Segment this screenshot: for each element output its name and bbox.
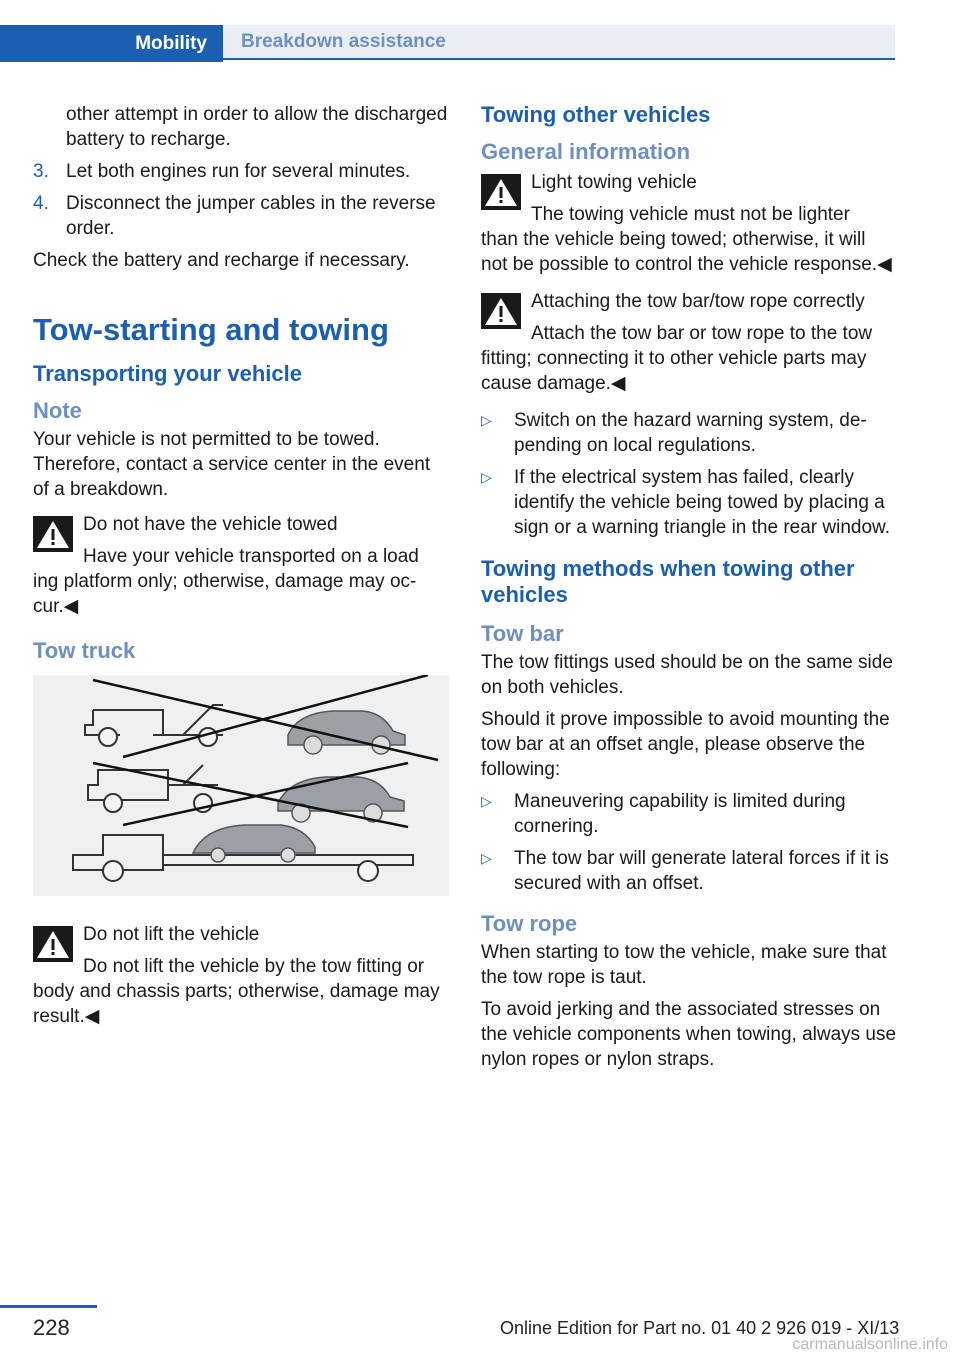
tow-bar-text-2: Should it prove impossible to avoid mounting the tow bar at an offset angle, please observe the following: [481, 709, 890, 780]
list-item [481, 465, 897, 540]
warning-text: fitting; connecting it to other vehicle parts may cause damage.◀ [481, 348, 867, 394]
heading-tow-truck: Tow truck [33, 638, 136, 663]
step-text: Disconnect the jumper cables in the reverse order. [66, 193, 436, 239]
warning-title: Do not lift the vehicle [83, 924, 260, 945]
left-column [33, 102, 449, 1041]
heading-tow-rope: Tow rope [481, 911, 578, 936]
tow-rope-text-1: When starting to tow the vehicle, make sure that the tow rope is taut. [481, 942, 887, 988]
warning-text: ing platform only; otherwise, damage may occur.◀ [33, 571, 417, 617]
tow-truck-illustration [33, 675, 449, 896]
heading-towing-other-vehicles: Towing other vehicles [481, 102, 711, 127]
warning-triangle-icon [33, 926, 73, 962]
list-item [481, 408, 897, 458]
tow-rope-text-2: To avoid jerking and the associated stresses on the vehicle components when towing, always use nylon ropes or nylon straps. [481, 999, 897, 1070]
triangle-right-icon: ▷ [481, 469, 492, 485]
heading-note: Note [33, 398, 82, 423]
warning-block-attach-tow-bar [481, 289, 897, 396]
warning-triangle-icon [481, 293, 521, 329]
warning-text: body and chassis parts; otherwise, damage may result.◀ [33, 981, 440, 1027]
tab-breakdown-assistance[interactable]: Breakdown assistance [223, 25, 895, 60]
triangle-right-icon: ▷ [481, 850, 492, 866]
warning-text-line: Have your vehicle transported on a load [83, 546, 419, 567]
list-item [481, 789, 897, 839]
heading-general-information: General information [481, 139, 691, 164]
triangle-right-icon: ▷ [481, 412, 492, 428]
bullet-text: The tow bar will generate lateral forces if it is secured with an offset. [514, 848, 889, 894]
triangle-right-icon: ▷ [481, 793, 492, 809]
step-number: 3. [33, 161, 49, 182]
warning-title: Light towing vehicle [531, 172, 697, 193]
bullet-text: Maneuvering capability is limited during cornering. [514, 791, 846, 837]
tab-mobility[interactable]: Mobility [0, 25, 223, 62]
warning-title: Attaching the tow bar/tow rope correctly [531, 291, 865, 312]
check-battery-text: Check the battery and recharge if necessary. [33, 250, 410, 271]
list-item-step-4 [33, 191, 449, 241]
heading-transporting-vehicle: Transporting your vehicle [33, 361, 302, 386]
right-column [481, 102, 897, 1079]
page-header [0, 25, 895, 62]
warning-text-line: The towing vehicle must not be lighter [531, 204, 850, 225]
continued-step-text: other attempt in order to allow the discharged battery to recharge. [66, 104, 448, 150]
page-number: 228 [33, 1315, 70, 1340]
list-item-step-3 [33, 159, 449, 184]
warning-triangle-icon [33, 516, 73, 552]
warning-text-line: Attach the tow bar or tow rope to the tow [531, 323, 873, 344]
step-number: 4. [33, 193, 49, 214]
tow-bar-text-1: The tow fittings used should be on the same side on both vehicles. [481, 652, 893, 698]
bullet-text: If the electrical system has failed, clearly identify the vehicle being towed by placing a sign or a warning triangle in the rear window. [514, 467, 890, 538]
footer-accent-line [0, 1305, 97, 1308]
watermark-text: carmanualsonline.info [792, 1336, 948, 1353]
step-text: Let both engines run for several minutes. [66, 161, 411, 182]
warning-block-do-not-lift [33, 922, 449, 1029]
bullet-text: Switch on the hazard warning system, depending on local regulations. [514, 410, 867, 456]
section-title-tow-starting: Tow-starting and towing [33, 312, 389, 347]
note-text: Your vehicle is not permitted to be towed. Therefore, contact a service center in the event of a breakdown. [33, 429, 431, 500]
warning-title: Do not have the vehicle towed [83, 514, 338, 535]
edition-text: Online Edition for Part no. 01 40 2 926 019 - XI/13 [500, 1318, 900, 1338]
list-item [481, 846, 897, 896]
warning-block-light-towing-vehicle [481, 170, 897, 277]
warning-text: than the vehicle being towed; otherwise, it will not be possible to control the vehicle response.◀ [481, 229, 892, 275]
warning-triangle-icon [481, 174, 521, 210]
warning-text-line: Do not lift the vehicle by the tow fitting or [83, 956, 425, 977]
heading-towing-methods: Towing methods when towing other vehicles [481, 556, 855, 607]
warning-block-do-not-tow [33, 512, 449, 619]
heading-tow-bar: Tow bar [481, 621, 564, 646]
